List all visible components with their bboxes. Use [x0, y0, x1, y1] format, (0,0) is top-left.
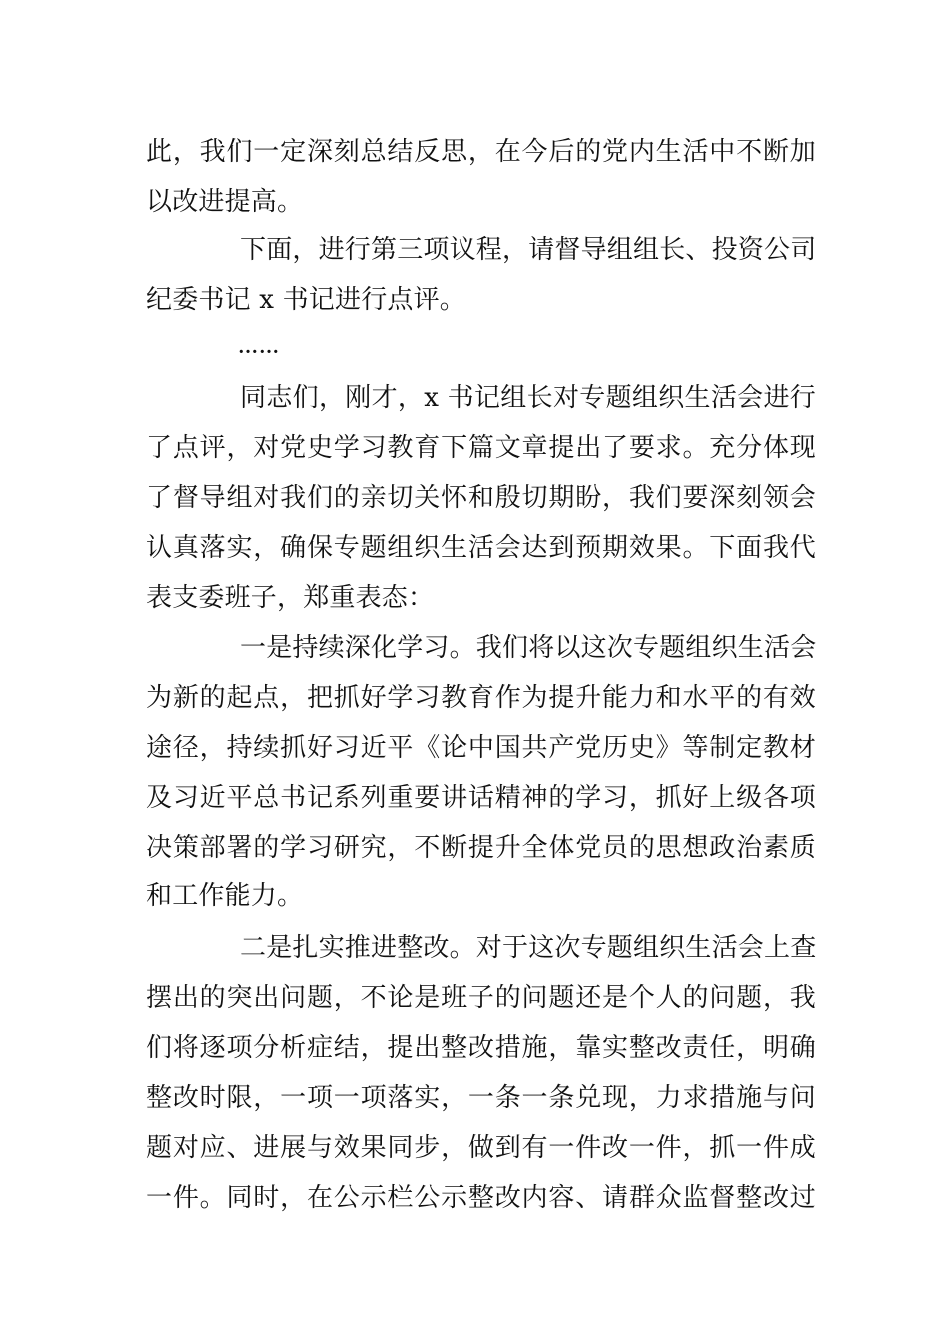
- paragraph-line: 了督导组对我们的亲切关怀和殷切期盼，我们要深刻领会: [146, 483, 816, 513]
- paragraph-line: 纪委书记 x 书记进行点评。: [146, 285, 466, 315]
- paragraph-line: 以改进提高。: [146, 187, 304, 217]
- paragraph-line: 和工作能力。: [146, 881, 304, 911]
- paragraph-line: 二是扎实推进整改。对于这次专题组织生活会上查: [240, 933, 817, 963]
- paragraph-line: 下面，进行第三项议程，请督导组组长、投资公司: [240, 235, 817, 265]
- paragraph-line: 认真落实，确保专题组织生活会达到预期效果。下面我代: [146, 533, 816, 563]
- paragraph-line: 整改时限，一项一项落实，一条一条兑现，力求措施与问: [146, 1083, 816, 1113]
- paragraph-line: 决策部署的学习研究，不断提升全体党员的思想政治素质: [146, 833, 816, 863]
- paragraph-line: 一件。同时，在公示栏公示整改内容、请群众监督整改过: [146, 1183, 816, 1213]
- paragraph-line: 为新的起点，把抓好学习教育作为提升能力和水平的有效: [146, 683, 816, 713]
- paragraph-line: 表支委班子，郑重表态：: [146, 583, 435, 613]
- ellipsis: ……: [238, 336, 280, 358]
- paragraph-line: 一是持续深化学习。我们将以这次专题组织生活会: [240, 633, 817, 663]
- paragraph-line: 此，我们一定深刻总结反思，在今后的党内生活中不断加: [146, 137, 816, 167]
- paragraph-line: 题对应、进展与效果同步，做到有一件改一件，抓一件成: [146, 1133, 816, 1163]
- paragraph-line: 摆出的突出问题，不论是班子的问题还是个人的问题，我: [146, 983, 816, 1013]
- paragraph-line: 同志们，刚才，x 书记组长对专题组织生活会进行: [240, 383, 816, 413]
- paragraph-line: 了点评，对党史学习教育下篇文章提出了要求。充分体现: [146, 433, 816, 463]
- paragraph-line: 途径，持续抓好习近平《论中国共产党历史》等制定教材: [146, 733, 816, 763]
- paragraph-line: 及习近平总书记系列重要讲话精神的学习，抓好上级各项: [146, 783, 816, 813]
- paragraph-line: 们将逐项分析症结，提出整改措施，靠实整改责任，明确: [146, 1033, 816, 1063]
